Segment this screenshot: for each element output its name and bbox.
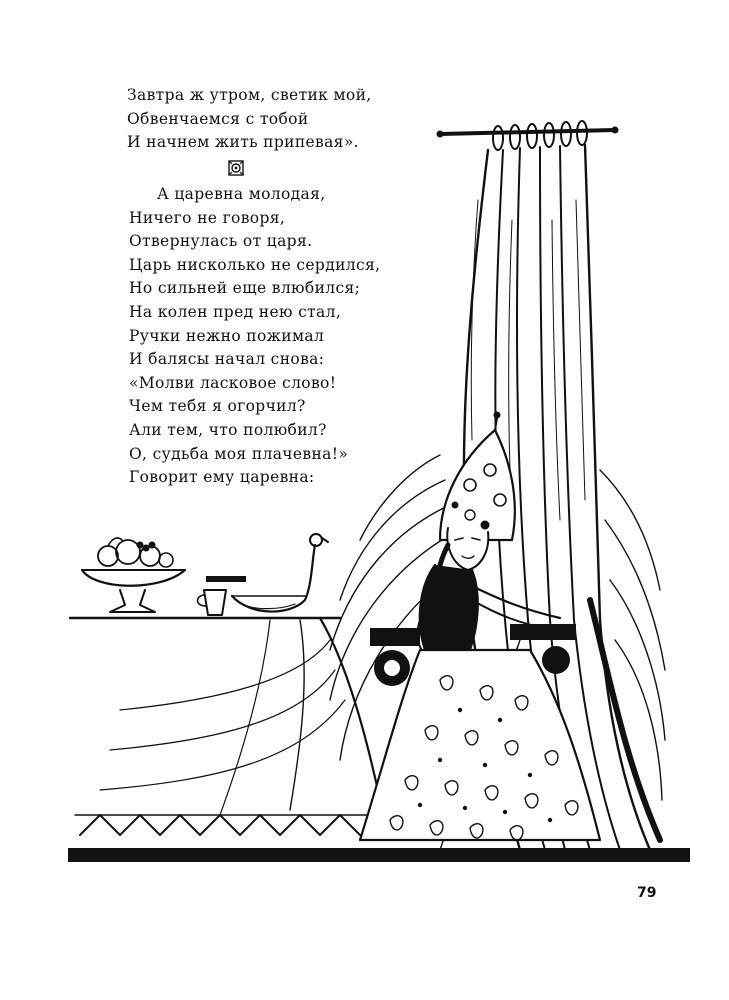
curtain-rod [437, 121, 618, 150]
verse-line: «Молви ласковое слово! [129, 373, 337, 392]
tsarevna [360, 412, 600, 840]
verse-line: На колен пред нею стал, [129, 302, 342, 321]
verse-line: Царь нисколько не сердился, [129, 255, 381, 274]
verse-line: Завтра ж утром, светик мой, [127, 86, 372, 104]
verse-line: И балясы начал снова: [129, 350, 325, 369]
verse-line: Обвенчаемся с тобой [127, 109, 309, 128]
fruit-bowl [82, 538, 185, 612]
verse-line: Чем тебя я огорчил? [129, 397, 306, 416]
verse-line: Ничего не говоря, [129, 208, 286, 227]
cup-and-ladle [197, 534, 328, 615]
verse-line: И начнем жить припевая». [127, 133, 359, 152]
verse-line: Но сильней еще влюбился; [129, 279, 361, 298]
verse-line: Ручки нежно пожимал [129, 326, 325, 345]
verse-line: Али тем, что полюбил? [129, 420, 327, 439]
verse-line: Отвернулась от царя. [129, 232, 313, 251]
tsarevna-illustration [60, 118, 700, 878]
table [70, 618, 380, 835]
verse-line: О, судьба моя плачевна!» [129, 444, 349, 463]
verse-line: Говорит ему царевна: [129, 468, 315, 487]
verse-line: А царевна молодая, [157, 185, 326, 203]
floor [68, 848, 690, 862]
page-number: 79 [637, 885, 657, 901]
